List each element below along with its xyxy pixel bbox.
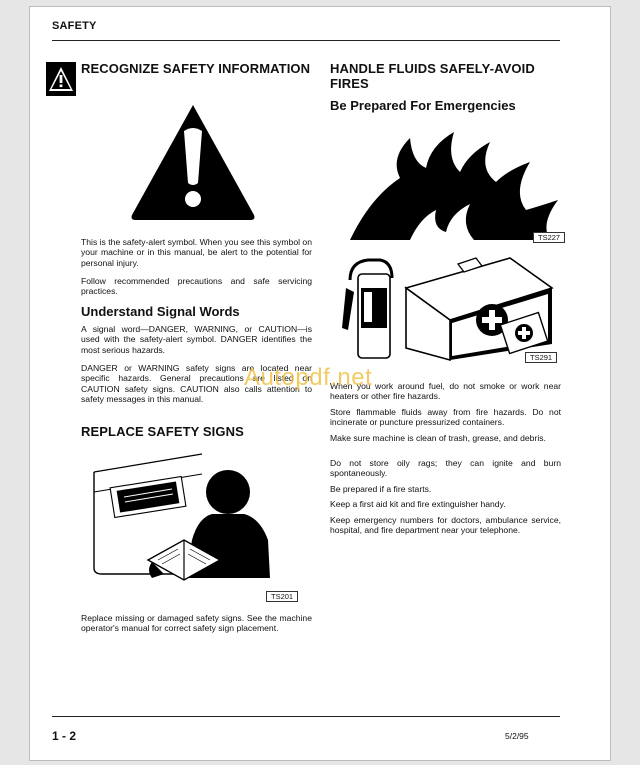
figure-tag-ts291: TS291 xyxy=(525,352,557,363)
fluids-paragraph-7: Keep emergency numbers for doctors, ambulance service, hospital, and fire department near your telephone. xyxy=(330,515,561,536)
signal-paragraph-1: A signal word—DANGER, WARNING, or CAUTION—is used with the safety-alert symbol. DANGER identifies the most serious hazards. xyxy=(81,324,312,355)
fluids-paragraph-3: Make sure machine is clean of trash, grease, and debris. xyxy=(330,433,546,443)
footer-rule xyxy=(52,716,560,717)
recognize-paragraph-2: Follow recommended precautions and safe servicing practices. xyxy=(81,276,312,297)
revision-date: 5/2/95 xyxy=(505,731,529,741)
fluids-heading: HANDLE FLUIDS SAFELY-AVOID FIRES xyxy=(330,61,535,91)
emergencies-subheading: Be Prepared For Emergencies xyxy=(330,98,516,113)
fluids-paragraph-6: Keep a first aid kit and fire extinguisher handy. xyxy=(330,499,506,509)
extinguisher-first-aid-illustration xyxy=(340,248,560,362)
figure-tag-ts227: TS227 xyxy=(533,232,565,243)
page-number: 1 - 2 xyxy=(52,729,77,743)
signal-paragraph-2: DANGER or WARNING safety signs are located near specific hazards. General precautions are listed on CAUTION safety signs. CAUTION also calls attention to safety messages in this manual. xyxy=(81,363,312,404)
signal-words-heading: Understand Signal Words xyxy=(81,304,240,319)
safety-alert-symbol-icon xyxy=(126,101,260,222)
replace-paragraph: Replace missing or damaged safety signs. See the machine operator's manual for correct safety sign placement. xyxy=(81,613,312,634)
fluids-paragraph-4: Do not store oily rags; they can ignite and burn spontaneously. xyxy=(330,458,561,479)
flames-illustration xyxy=(350,128,560,242)
figure-tag-ts201: TS201 xyxy=(266,591,298,602)
reading-manual-illustration xyxy=(92,448,312,600)
replace-signs-heading: REPLACE SAFETY SIGNS xyxy=(81,424,244,439)
safety-alert-icon xyxy=(46,62,76,96)
recognize-heading: RECOGNIZE SAFETY INFORMATION xyxy=(81,61,311,76)
fluids-paragraph-1: When you work around fuel, do not smoke or work near heaters or other fire hazards. xyxy=(330,381,561,402)
fluids-paragraph-2: Store flammable fluids away from fire hazards. Do not incinerate or puncture pressurized containers. xyxy=(330,407,561,428)
section-header: SAFETY xyxy=(52,20,97,32)
header-rule xyxy=(52,40,560,41)
watermark: Autopdf.net xyxy=(244,364,373,391)
recognize-paragraph-1: This is the safety-alert symbol. When you see this symbol on your machine or in this manual, be alert to the potential for personal injury. xyxy=(81,237,312,268)
fluids-paragraph-5: Be prepared if a fire starts. xyxy=(330,484,432,494)
